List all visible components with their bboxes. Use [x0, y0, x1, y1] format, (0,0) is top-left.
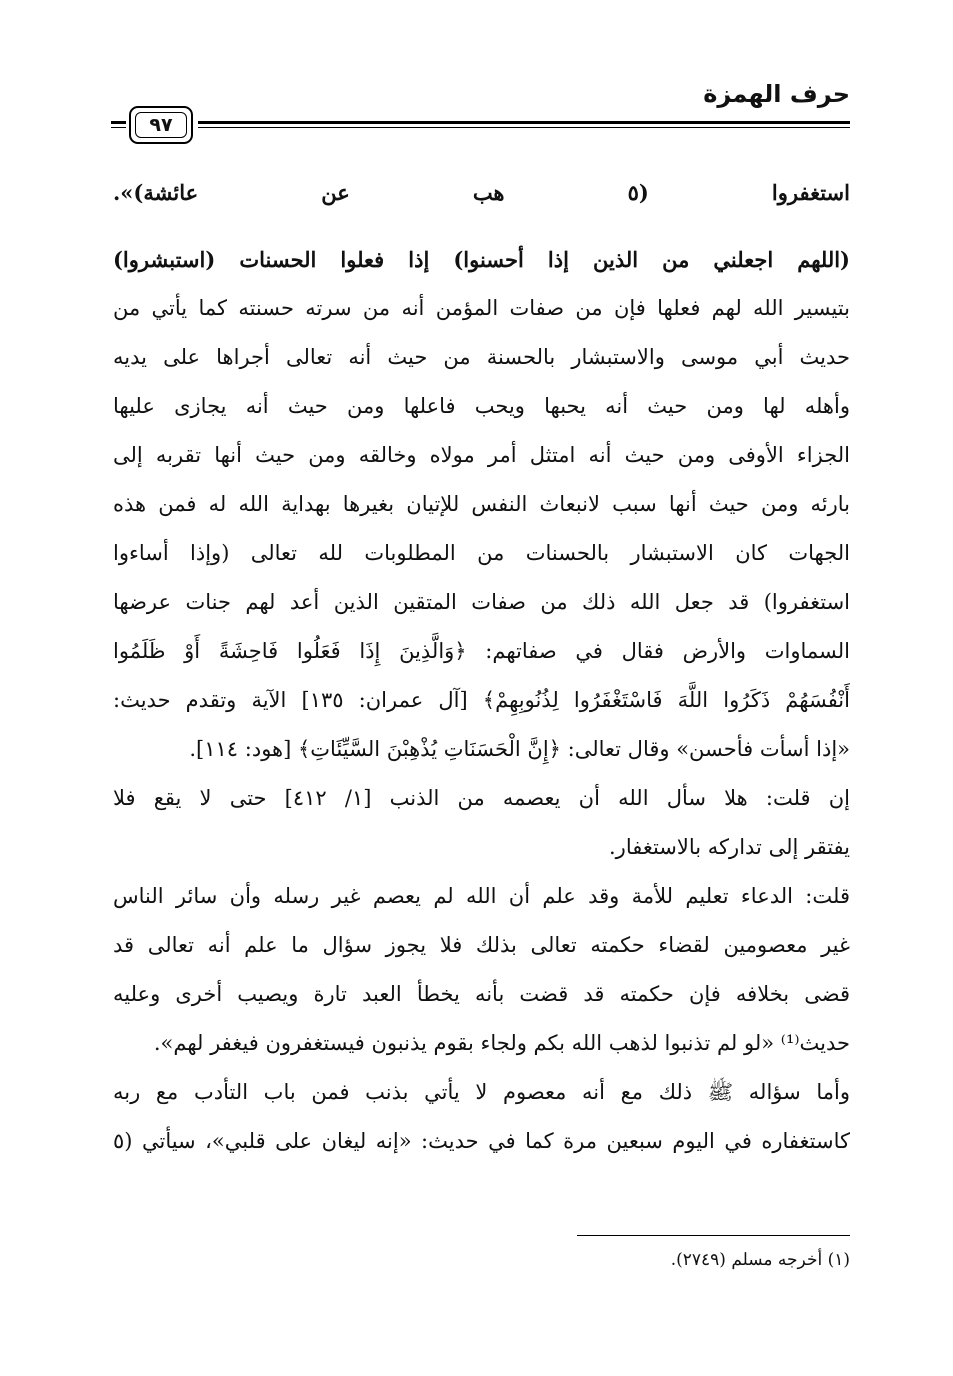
- text-line: غير معصومين لقضاء حكمته تعالى بذلك فلا يجوز سؤال ما علم أنه تعالى قد: [113, 933, 850, 957]
- text-line: السماوات والأرض فقال في صفاتهم: ﴿وَالَّذِينَ إِذَا فَعَلُوا فَاحِشَةً أَوْ ظَلَمُوا: [113, 639, 850, 663]
- text-line: الجزاء الأوفى ومن حيث أنه امتثل أمر مولاه وخالقه ومن حيث أنها تقربه إلى: [113, 443, 850, 467]
- header-rule-stub: [111, 127, 126, 128]
- running-title: حرف الهمزة: [703, 80, 850, 108]
- text-line: بتيسير الله لهم فعلها فإن من صفات المؤمن أنه من سرته حسنته كما يأتي من: [113, 296, 850, 320]
- text-line: استغفروا) قد جعل الله ذلك من صفات المتقين الذين أعد لهم جنات عرضها: [113, 590, 850, 614]
- page-number-frame: [129, 106, 193, 144]
- page-number: ٩٧: [135, 112, 187, 138]
- text-line: بارئه ومن حيث أنها سبب لانبعاث النفس للإتيان بغيرها بهداية الله له فمن هذه: [113, 492, 850, 516]
- text-line: الجهات كان الاستبشار بالحسنات من المطلوبات لله تعالى (وإذا أساءوا: [113, 541, 850, 565]
- paragraph-gap: [113, 217, 850, 235]
- text-line: «إذا أسأت فأحسن» وقال تعالى: ﴿إِنَّ الْحَسَنَاتِ يُذْهِبْنَ السَّيِّئَاتِ﴾ [هود: ١١٤].: [189, 737, 850, 761]
- text-line: وأهله لها ومن حيث أنه يحبها ويحب فاعلها ومن حيث أنه يجازى عليها: [113, 394, 850, 418]
- text-line: وأما سؤاله ﷺ ذلك مع أنه معصوم لا يأتي بذنب فمن باب التأدب مع ربه: [113, 1080, 850, 1104]
- footnote-separator: [577, 1235, 850, 1236]
- text-line: قضى بخلافه فإن حكمته قد قضت بأنه يخطأ العبد تارة ويصيب أخرى وعليه: [113, 982, 850, 1006]
- text-line: حديث أبي موسى والاستبشار بالحسنة من حيث أنه تعالى أجراها على يديه: [113, 345, 850, 369]
- text-line: يفتقر إلى تداركه بالاستغفار.: [609, 835, 850, 859]
- text-line: حديث⁽¹⁾ «لو لم تذنبوا لذهب الله بكم ولجاء بقوم يذنبون فيستغفرون فيغفر لهم».: [153, 1031, 850, 1055]
- header-rule-thick: [198, 121, 850, 124]
- footnote: (١) أخرجه مسلم (٢٧٤٩).: [670, 1250, 850, 1270]
- text-line: إن قلت: هلا سأل الله أن يعصمه من الذنب [١/ ٤١٢] حتى لا يقع فلا: [113, 786, 850, 810]
- text-line: استغفروا (٥ هب عن عائشة)».: [113, 180, 850, 205]
- main-text: [113, 168, 850, 1166]
- text-line: قلت: الدعاء تعليم للأمة وقد علم أن الله لم يعصم غير رسله وأن سائر الناس: [113, 884, 850, 908]
- header-rule-thin: [198, 127, 850, 128]
- text-line: أَنْفُسَهُمْ ذَكَرُوا اللَّهَ فَاسْتَغْفَرُوا لِذُنُوبِهِمْ﴾ [آل عمران: ١٣٥] الآية وتقدم حديث:: [113, 688, 850, 712]
- header-rule-stub: [111, 121, 126, 124]
- text-line: (اللهم اجعلني من الذين إذا أحسنوا) إذا فعلوا الحسنات (استبشروا): [113, 247, 850, 272]
- text-line: كاستغفاره في اليوم سبعين مرة كما في حديث: «إنه ليغان على قلبي»، سيأتي (٥: [113, 1129, 850, 1153]
